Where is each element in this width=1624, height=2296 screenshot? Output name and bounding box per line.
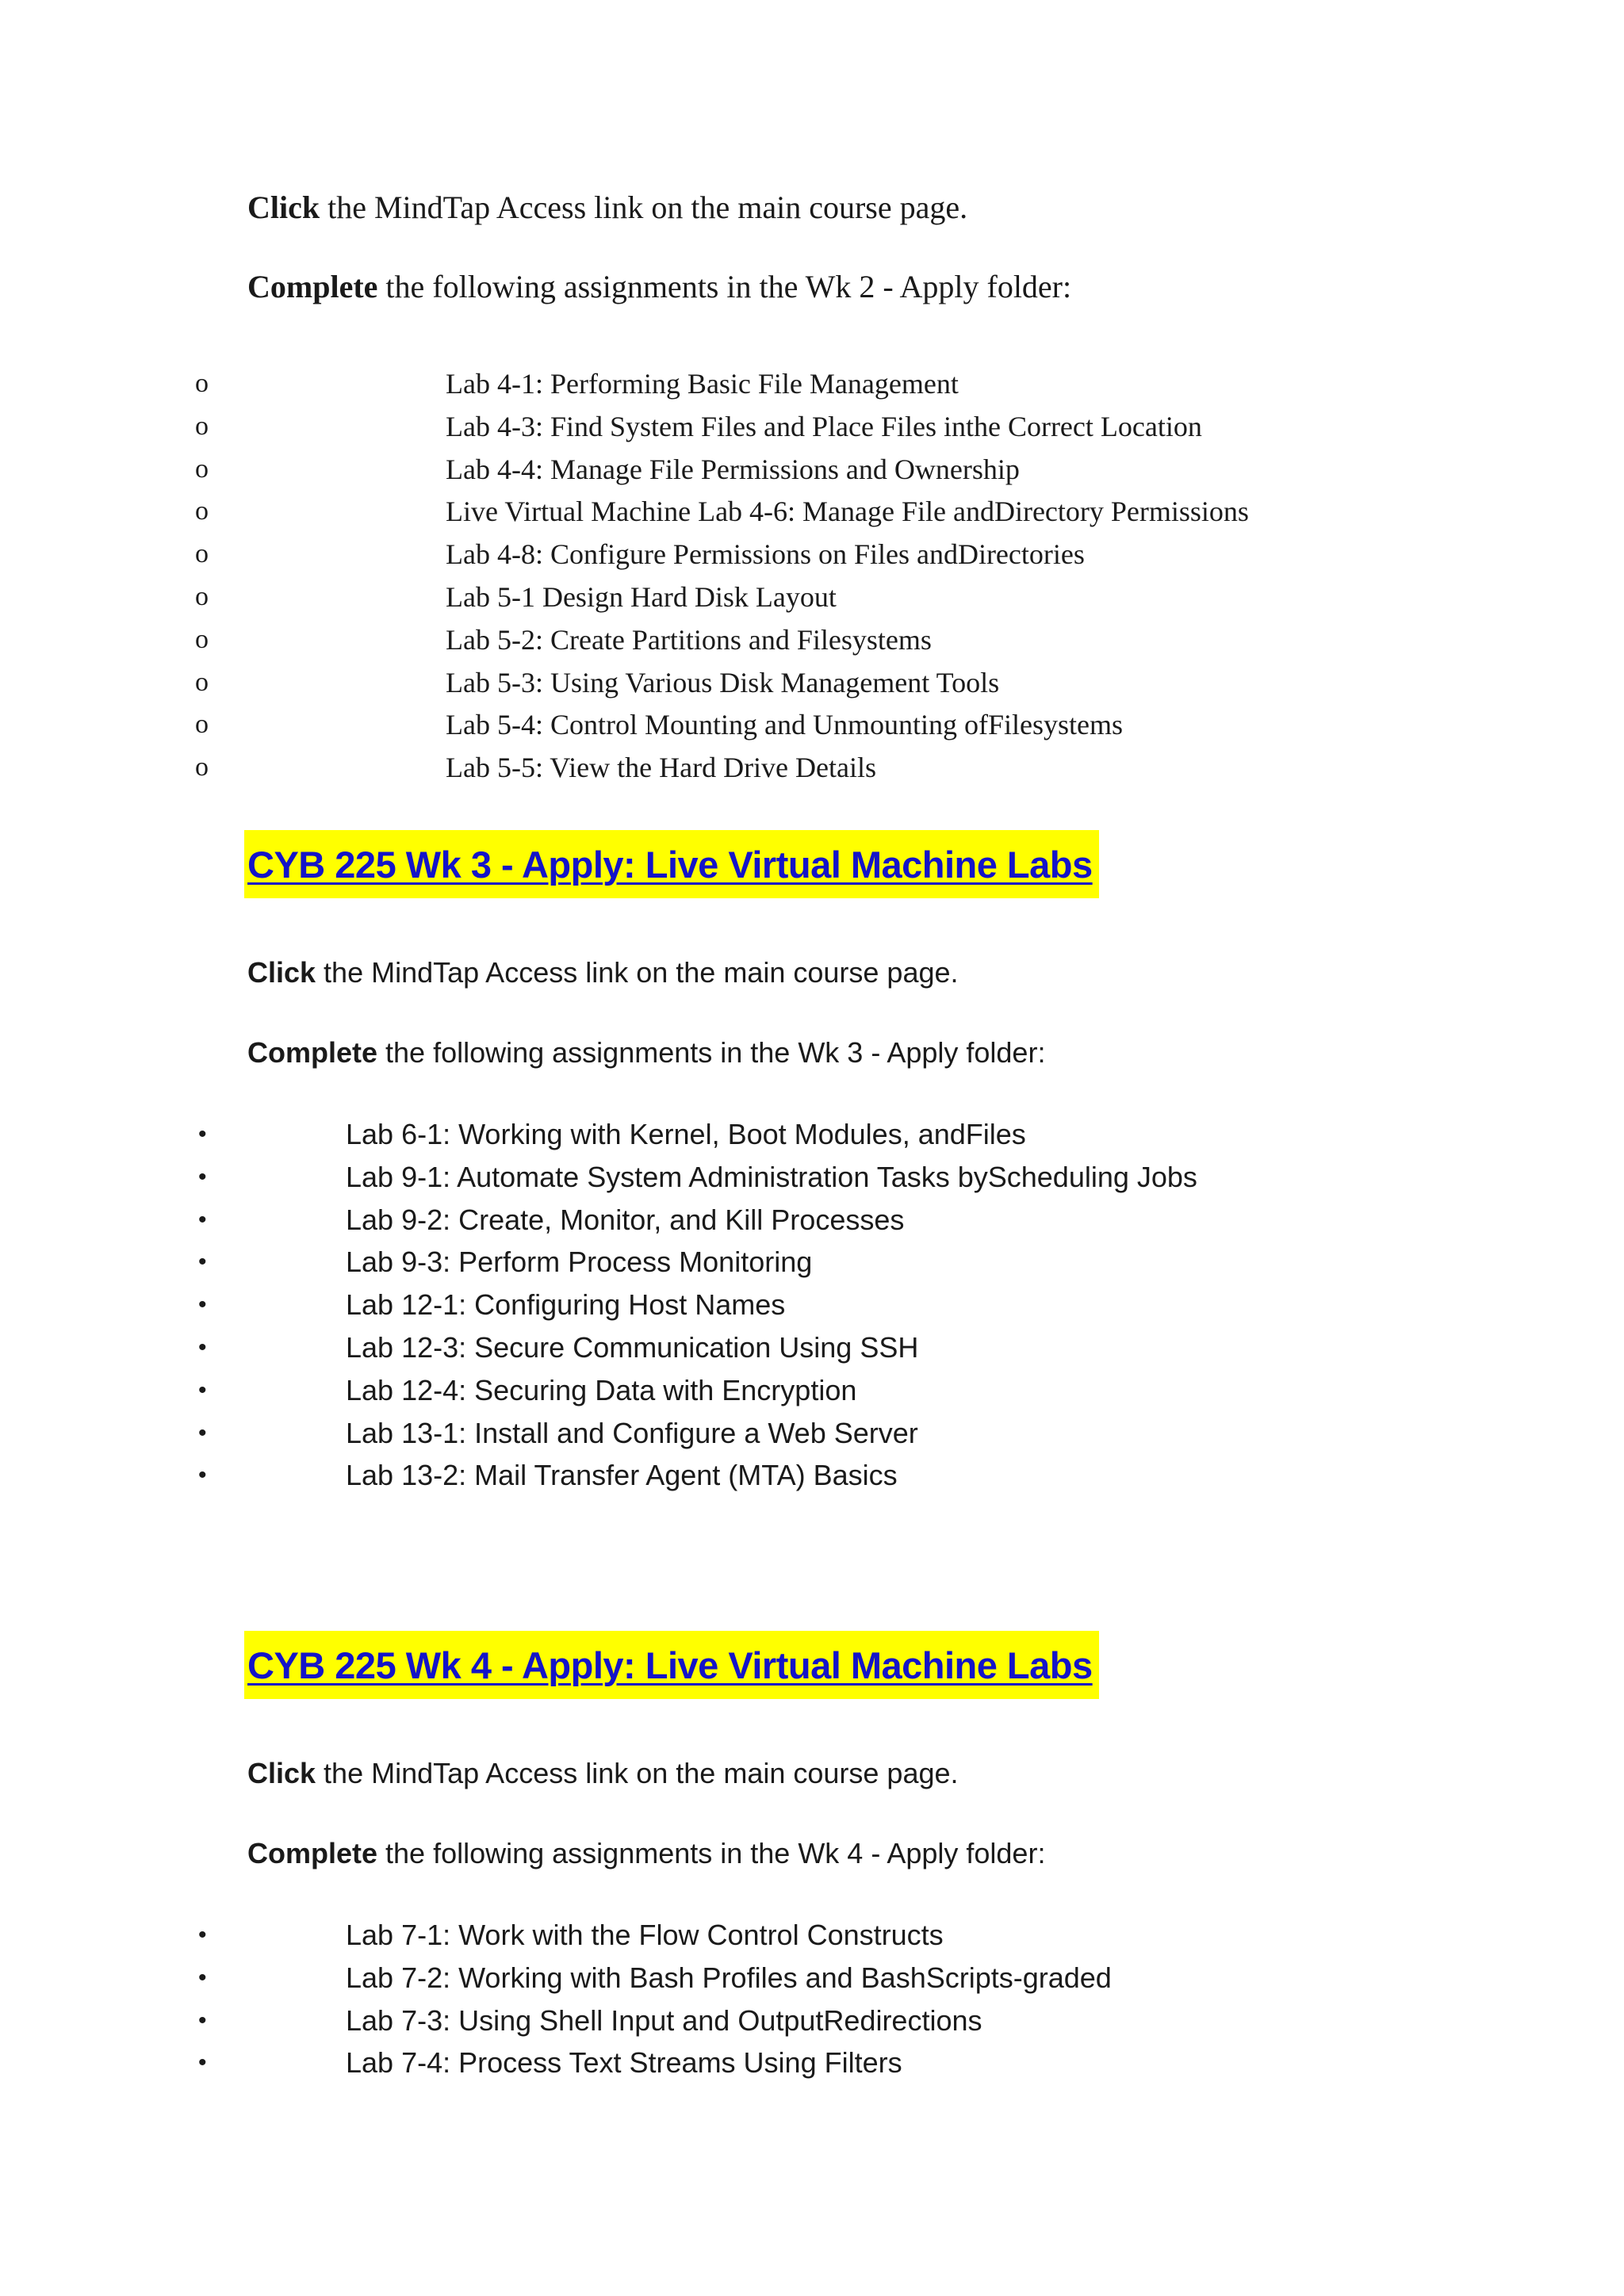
bullet-marker: o: [195, 581, 209, 611]
assignment-label: Lab 5-2: Create Partitions and Filesystems: [446, 623, 932, 656]
list-item: [0, 409, 1624, 452]
list-item: [0, 1416, 1624, 1459]
bullet-marker: •: [198, 1249, 207, 1276]
wk3-heading-link[interactable]: CYB 225 Wk 3 - Apply: Live Virtual Machine Labs: [247, 843, 1093, 886]
assignment-label: Lab 7-4: Process Text Streams Using Filters: [346, 2046, 902, 2080]
wk4-heading-highlight: [244, 1631, 1099, 1699]
bullet-marker: •: [198, 1419, 207, 1446]
list-item: [0, 452, 1624, 495]
list-item: [0, 2045, 1624, 2088]
assignment-label: Lab 9-3: Perform Process Monitoring: [346, 1246, 813, 1279]
list-item: [0, 1373, 1624, 1416]
list-item: [0, 707, 1624, 750]
bullet-marker: o: [195, 453, 209, 484]
bullet-marker: •: [198, 1206, 207, 1233]
assignment-label: Lab 4-4: Manage File Permissions and Ownership: [446, 453, 1020, 485]
complete-rest: the following assignments in the Wk 3 - Apply folder:: [377, 1036, 1046, 1069]
wk3-complete-instruction: [247, 1035, 1045, 1070]
assignment-label: Lab 7-3: Using Shell Input and OutputRedirections: [346, 2003, 982, 2037]
bullet-marker: o: [195, 369, 209, 398]
list-item: [0, 1330, 1624, 1373]
complete-rest: the following assignments in the Wk 4 - Apply folder:: [377, 1837, 1046, 1869]
bullet-marker: •: [198, 1964, 207, 1991]
assignment-label: Live Virtual Machine Lab 4-6: Manage File andDirectory Permissions: [446, 496, 1249, 528]
complete-lead: Complete: [247, 1837, 378, 1869]
assignment-label: Lab 7-1: Work with the Flow Control Constructs: [346, 1919, 944, 1951]
complete-lead: Complete: [247, 1036, 378, 1069]
click-rest: the MindTap Access link on the main course page.: [316, 956, 959, 989]
wk2-assignment-list: [0, 366, 1624, 793]
wk2-complete-instruction: [247, 268, 1516, 306]
wk4-click-instruction: [247, 1756, 959, 1791]
list-item: [0, 750, 1624, 793]
assignment-label: Lab 12-3: Secure Communication Using SSH: [346, 1330, 919, 1364]
complete-rest: the following assignments in the Wk 2 - Apply folder:: [377, 269, 1072, 304]
assignment-label: Lab 12-4: Securing Data with Encryption: [346, 1373, 857, 1406]
list-item: [0, 1458, 1624, 1501]
list-item: [0, 1117, 1624, 1160]
assignment-label: Lab 5-1 Design Hard Disk Layout: [446, 580, 837, 613]
assignment-label: Lab 5-5: View the Hard Drive Details: [446, 752, 877, 784]
list-item: [0, 537, 1624, 580]
bullet-marker: •: [198, 1922, 207, 1948]
list-item: [0, 366, 1624, 409]
wk4-assignment-list: [0, 1918, 1624, 2088]
list-item: [0, 1160, 1624, 1203]
wk3-assignment-list: [0, 1117, 1624, 1501]
assignment-label: Lab 5-4: Control Mounting and Unmounting ofFilesystems: [446, 709, 1123, 741]
assignment-label: Lab 4-3: Find System Files and Place Files inthe Correct Location: [446, 410, 1202, 442]
bullet-marker: •: [198, 1163, 207, 1190]
assignment-label: Lab 9-2: Create, Monitor, and Kill Processes: [346, 1203, 905, 1236]
bullet-marker: o: [195, 411, 209, 441]
list-item: [0, 1245, 1624, 1288]
bullet-marker: o: [195, 496, 209, 526]
list-item: [0, 494, 1624, 537]
bullet-marker: •: [198, 2049, 207, 2076]
bullet-marker: o: [195, 710, 209, 740]
click-lead: Click: [247, 956, 316, 989]
assignment-label: Lab 4-1: Performing Basic File Management: [446, 368, 959, 400]
bullet-marker: o: [195, 539, 209, 569]
list-item: [0, 1203, 1624, 1246]
assignment-label: Lab 7-2: Working with Bash Profiles and BashScripts-graded: [346, 1961, 1112, 1994]
list-item: [0, 622, 1624, 665]
wk4-heading-link[interactable]: CYB 225 Wk 4 - Apply: Live Virtual Machine Labs: [247, 1644, 1093, 1686]
bullet-marker: •: [198, 1376, 207, 1403]
click-lead: Click: [247, 189, 320, 225]
click-rest: the MindTap Access link on the main course page.: [316, 1757, 959, 1789]
assignment-label: Lab 12-1: Configuring Host Names: [346, 1288, 786, 1322]
bullet-marker: o: [195, 667, 209, 697]
click-rest: the MindTap Access link on the main course page.: [320, 189, 968, 225]
bullet-marker: o: [195, 624, 209, 654]
list-item: [0, 1288, 1624, 1330]
wk3-click-instruction: [247, 955, 959, 990]
bullet-marker: •: [198, 1334, 207, 1360]
bullet-marker: •: [198, 1121, 207, 1147]
bullet-marker: •: [198, 1292, 207, 1318]
list-item: [0, 2003, 1624, 2046]
wk3-heading-highlight: [244, 830, 1099, 898]
assignment-label: Lab 4-8: Configure Permissions on Files andDirectories: [446, 538, 1085, 571]
wk2-instructions: [247, 189, 1516, 306]
complete-lead: Complete: [247, 269, 378, 304]
assignment-label: Lab 6-1: Working with Kernel, Boot Modules, andFiles: [346, 1118, 1026, 1150]
bullet-marker: •: [198, 1462, 207, 1489]
bullet-marker: •: [198, 2007, 207, 2034]
assignment-label: Lab 5-3: Using Various Disk Management Tools: [446, 666, 1000, 698]
click-lead: Click: [247, 1757, 316, 1789]
assignment-label: Lab 13-2: Mail Transfer Agent (MTA) Basics: [346, 1459, 898, 1492]
wk2-click-instruction: [247, 189, 1516, 227]
assignment-label: Lab 9-1: Automate System Administration Tasks byScheduling Jobs: [346, 1160, 1197, 1193]
bullet-marker: o: [195, 752, 209, 783]
assignment-label: Lab 13-1: Install and Configure a Web Server: [346, 1416, 918, 1449]
list-item: [0, 580, 1624, 622]
list-item: [0, 665, 1624, 708]
list-item: [0, 1961, 1624, 2003]
list-item: [0, 1918, 1624, 1961]
wk4-complete-instruction: [247, 1836, 1045, 1871]
